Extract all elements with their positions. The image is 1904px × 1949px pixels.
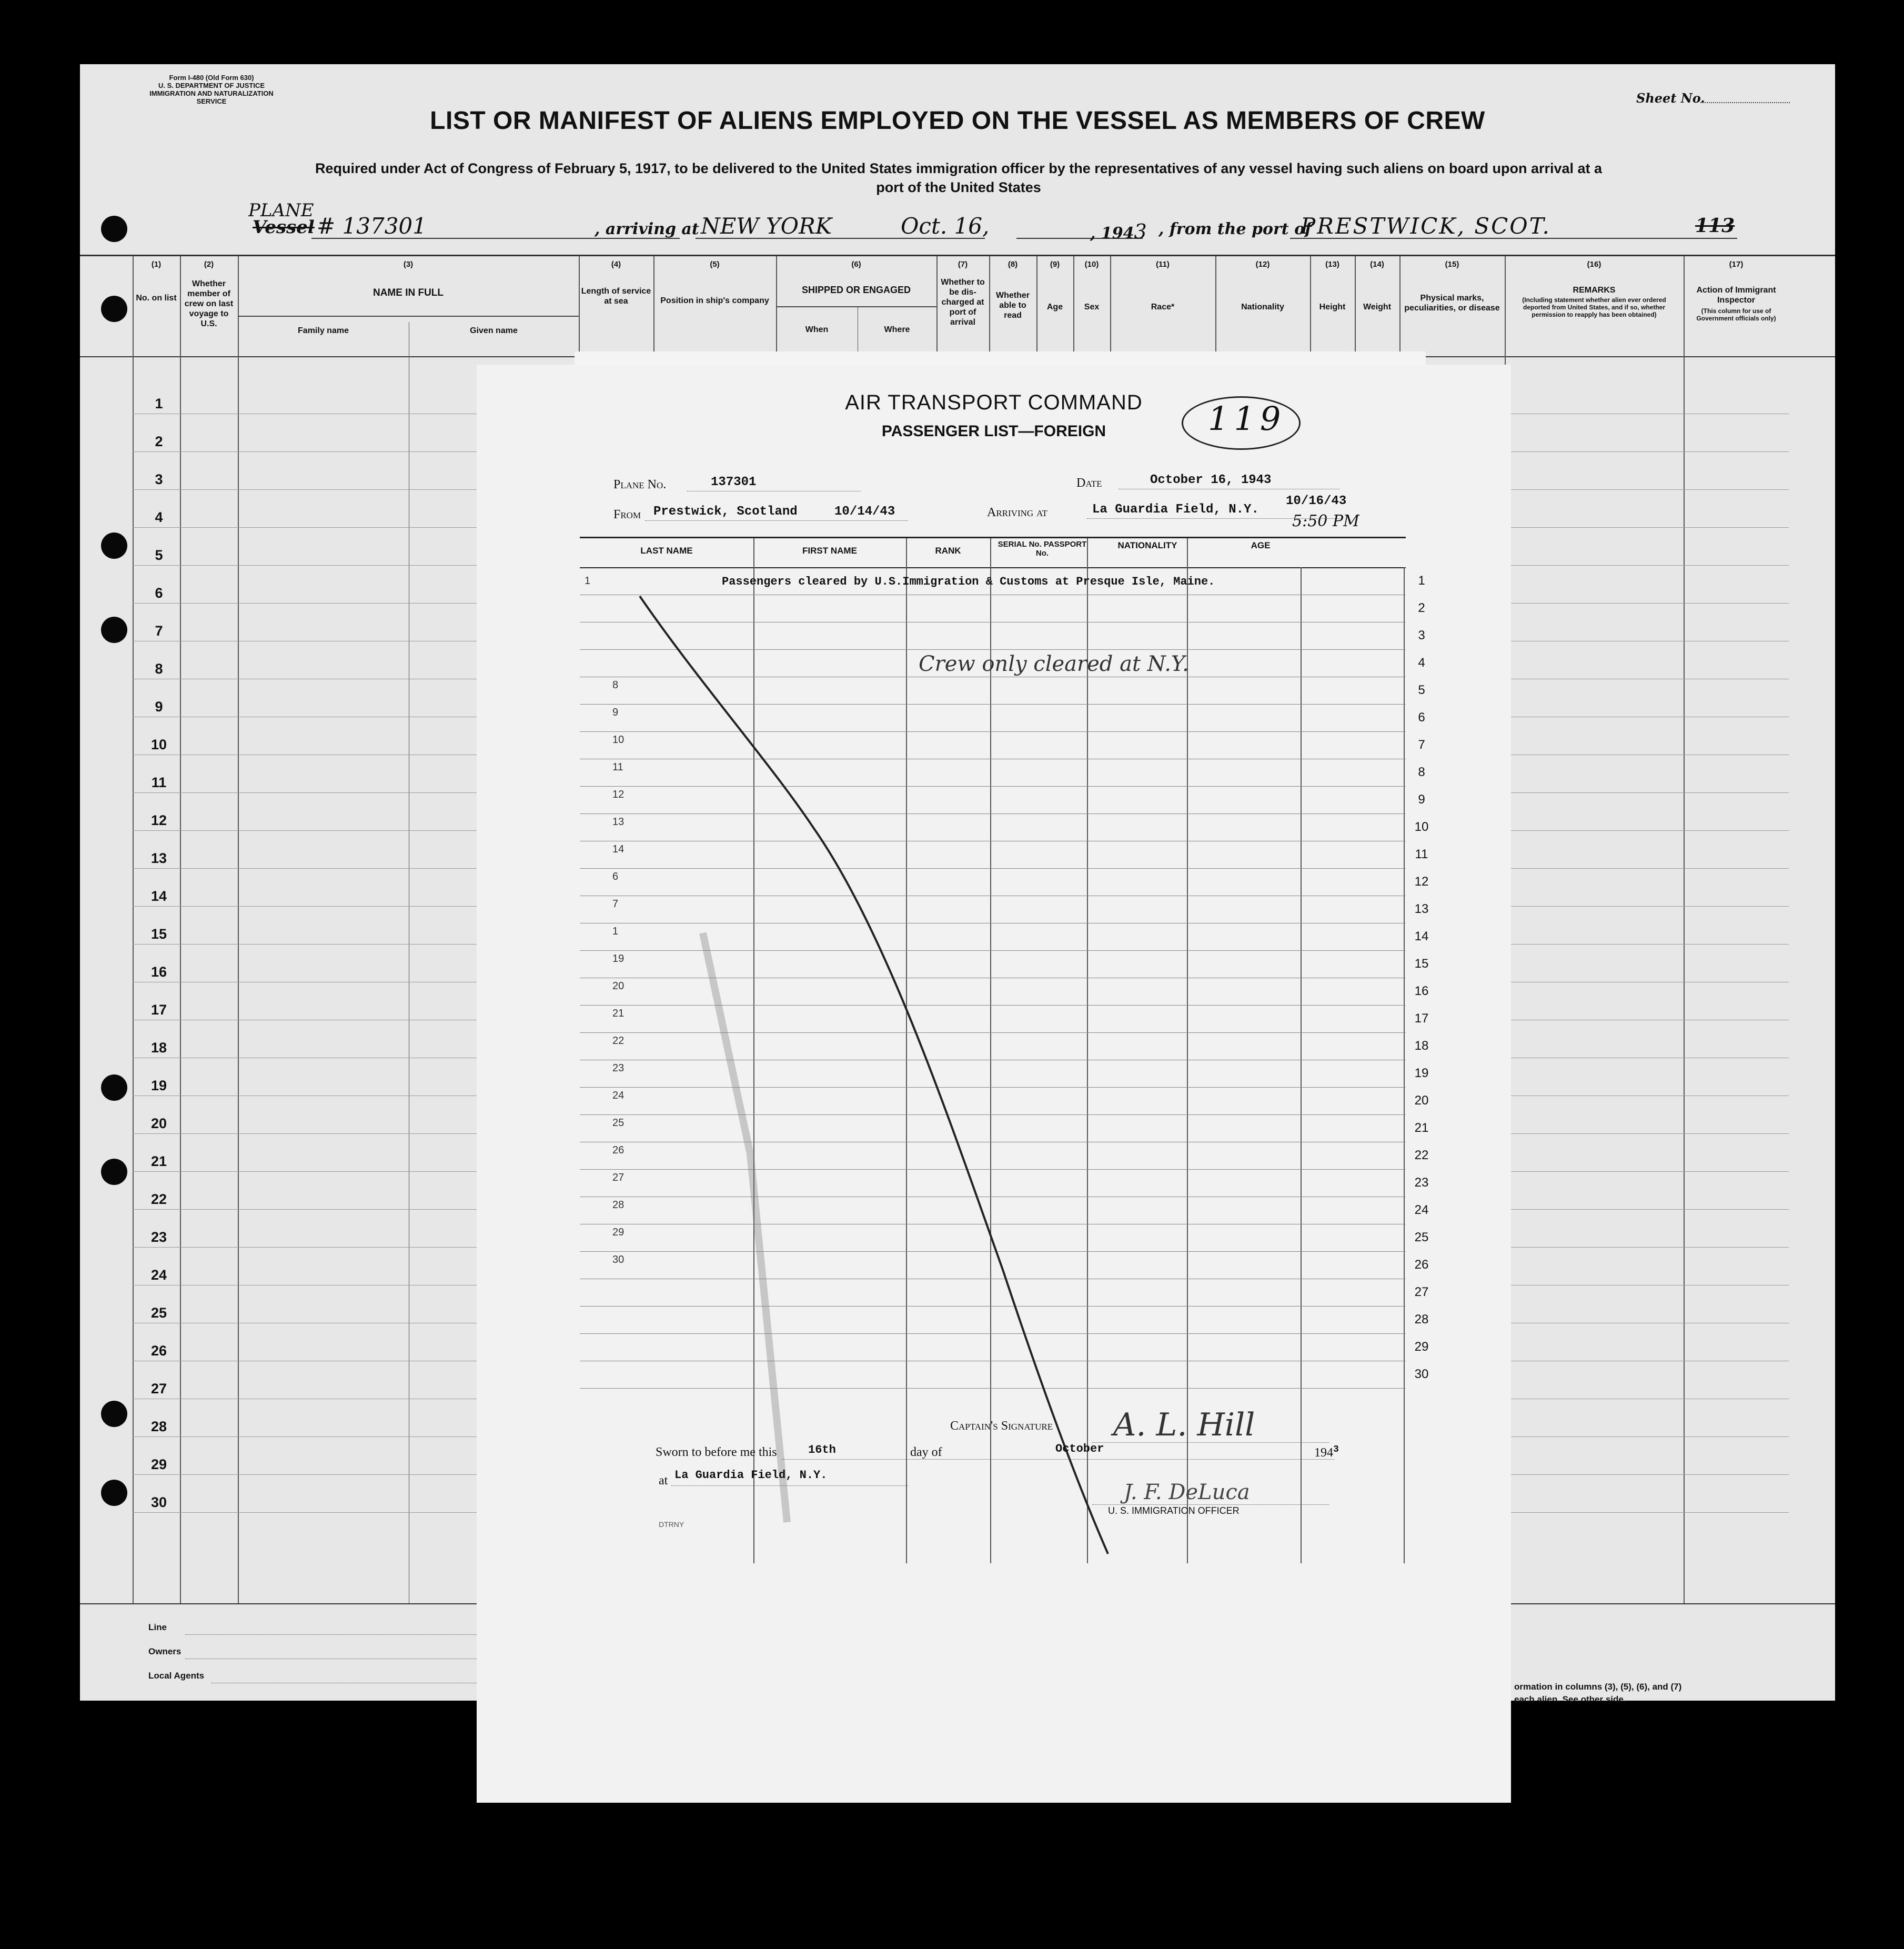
row-number: 28	[150, 1419, 167, 1434]
atc-col-last-name: LAST NAME	[640, 546, 693, 556]
at-label: at	[659, 1474, 668, 1488]
col-head-discharged: Whether to be dis-charged at port of arrival	[941, 278, 985, 327]
arriving-value: La Guardia Field, N.Y.	[1092, 503, 1259, 517]
col-num: (8)	[1008, 260, 1018, 269]
atc-passenger-list	[477, 365, 1511, 1803]
from-date: 10/14/43	[834, 505, 895, 519]
atc-row-number: 24	[1414, 1203, 1429, 1217]
punch-hole	[101, 216, 127, 242]
atc-row-number: 28	[1414, 1312, 1429, 1327]
col-head-no-on-list: No. on list	[136, 294, 177, 303]
atc-left-number: 29	[612, 1227, 624, 1238]
row-number: 11	[151, 775, 167, 790]
row-number: 13	[150, 850, 167, 866]
col-num: (16)	[1587, 260, 1601, 269]
col-num: (5)	[710, 260, 720, 269]
atc-row-number: 17	[1414, 1011, 1429, 1026]
punch-hole	[101, 1159, 127, 1185]
atc-row-number: 9	[1418, 792, 1425, 807]
subtitle-line-2: port of the United States	[876, 179, 1041, 195]
atc-row-number: 27	[1414, 1285, 1429, 1299]
atc-row-number: 11	[1415, 847, 1428, 861]
atc-row-number: 7	[1418, 738, 1425, 752]
atc-row-number: 10	[1414, 820, 1429, 834]
col-head-position: Position in ship's company	[660, 296, 769, 305]
row-number: 19	[150, 1078, 167, 1093]
form-id-block	[143, 74, 280, 105]
footer-note-line: ormation in columns (3), (5), (6), and (7)	[1514, 1682, 1682, 1692]
atc-row-number: 23	[1414, 1176, 1429, 1190]
sheet-no-label: Sheet No.	[1636, 91, 1705, 106]
atc-left-number: 6	[612, 871, 619, 882]
atc-row-number: 14	[1414, 929, 1429, 943]
atc-left-number: 23	[612, 1062, 624, 1074]
col-head-shipped-engaged: SHIPPED OR ENGAGED	[801, 285, 911, 295]
atc-left-number: 14	[612, 843, 624, 855]
printer-code: DTRNY	[659, 1520, 684, 1529]
atc-row-number: 29	[1414, 1340, 1429, 1354]
row-number: 9	[155, 699, 163, 715]
atc-left-number: 11	[612, 761, 623, 773]
atc-left-number: 1	[585, 575, 591, 587]
vessel-label-struck: Vessel	[253, 217, 315, 238]
from-port-value: PRESTWICK, SCOT.	[1301, 213, 1551, 239]
punch-hole	[101, 1480, 127, 1506]
form-subtitle	[133, 159, 1785, 197]
col-head-weight: Weight	[1363, 303, 1392, 312]
col-num: (7)	[958, 260, 968, 269]
atc-left-number: 26	[612, 1144, 624, 1156]
atc-col-first-name: FIRST NAME	[802, 546, 857, 556]
header-top-rule	[80, 255, 1835, 256]
atc-left-number: 13	[612, 816, 624, 828]
row-number: 22	[150, 1191, 167, 1207]
hand-note: Crew only cleared at N.Y.	[919, 652, 1189, 676]
atc-col-age: AGE	[1251, 540, 1271, 550]
atc-row-number: 1	[1418, 574, 1425, 588]
col-head-length-service: Length of service at sea	[581, 287, 651, 306]
col-head-remarks: REMARKS	[1573, 286, 1616, 295]
vessel-label-hand: PLANE	[248, 200, 314, 221]
row-number: 20	[150, 1116, 167, 1131]
row-number: 25	[150, 1305, 167, 1321]
col-head-name-in-full: NAME IN FULL	[372, 287, 444, 298]
at-line	[671, 1485, 908, 1486]
subtitle-line-1: Required under Act of Congress of February 5, 1917, to be delivered to the United States immigration officer by the representatives of any vessel having such aliens on board upon arrival at a	[315, 160, 1603, 176]
form-title: LIST OR MANIFEST OF ALIENS EMPLOYED ON THE VESSEL AS MEMBERS OF CREW	[430, 107, 1485, 135]
from-port-label: , from the port of	[1158, 220, 1312, 238]
row-number: 10	[150, 737, 167, 752]
col-head-able-to-read: Whether able to read	[996, 291, 1030, 320]
form-id-line: U. S. DEPARTMENT OF JUSTICE	[158, 82, 265, 89]
shipped-divider	[776, 306, 936, 307]
footer-dotline	[185, 1634, 501, 1635]
atc-row-number: 19	[1414, 1066, 1429, 1080]
plane-label: Plane No.	[613, 478, 667, 491]
col-head-nationality: Nationality	[1241, 303, 1284, 312]
col-head-age: Age	[1046, 303, 1063, 312]
atc-row-number: 5	[1418, 683, 1425, 697]
at-value: La Guardia Field, N.Y.	[674, 1469, 828, 1482]
col-head-height: Height	[1319, 303, 1346, 312]
atc-row-number: 16	[1414, 984, 1429, 998]
col-head-when: When	[805, 325, 829, 334]
col-num: (4)	[611, 260, 621, 269]
row-number: 29	[150, 1456, 167, 1472]
from-value: Prestwick, Scotland	[653, 505, 798, 519]
arriving-time: 5:50 PM	[1292, 512, 1359, 530]
col-num: (13)	[1325, 260, 1339, 269]
col-num: (9)	[1050, 260, 1060, 269]
row-number: 2	[155, 434, 163, 449]
row-number: 4	[155, 509, 163, 525]
arriving-label: , arriving at	[595, 220, 699, 238]
atc-left-number: 19	[612, 953, 624, 965]
row-number: 1	[155, 396, 163, 411]
vessel-value: # 137301	[317, 213, 427, 239]
arriving-value: NEW YORK	[701, 213, 832, 239]
arriving-date: 10/16/43	[1286, 494, 1347, 508]
atc-left-number: 9	[612, 707, 619, 718]
arriving-label: Arriving at	[987, 506, 1047, 519]
col-head-where: Where	[884, 325, 910, 334]
sheet-no-line	[1700, 102, 1790, 103]
footer-note	[1514, 1681, 1681, 1706]
atc-row-number: 13	[1414, 902, 1429, 916]
sworn-month: October	[1055, 1442, 1104, 1455]
sworn-day: 16th	[808, 1443, 836, 1456]
col-head-given-name: Given name	[470, 326, 518, 335]
atc-subtitle: PASSENGER LIST—FOREIGN	[881, 423, 1106, 440]
atc-left-number: 1	[612, 926, 619, 937]
officer-line	[1092, 1504, 1329, 1505]
plane-value: 137301	[711, 475, 757, 489]
footer-note-line: each alien. See other side.	[1514, 1694, 1626, 1704]
struck-number: 113	[1695, 215, 1735, 237]
atc-row-number: 26	[1414, 1258, 1429, 1272]
atc-left-number: 30	[612, 1254, 624, 1265]
cleared-note: Passengers cleared by U.S.Immigration & Customs at Presque Isle, Maine.	[722, 575, 1215, 588]
col-head-physical-marks: Physical marks, peculiarities, or disease	[1404, 294, 1500, 313]
atc-left-number: 20	[612, 980, 624, 992]
col-head-race: Race*	[1151, 303, 1175, 312]
date-value: October 16, 1943	[1150, 473, 1272, 487]
row-number: 7	[155, 623, 163, 639]
atc-row-number: 30	[1414, 1367, 1429, 1381]
atc-left-number: 27	[612, 1172, 624, 1183]
row-number: 8	[155, 661, 163, 677]
row-number: 27	[150, 1381, 167, 1397]
row-number: 23	[150, 1229, 167, 1245]
atc-left-number: 25	[612, 1117, 624, 1129]
footer-agents-label: Local Agents	[148, 1671, 205, 1681]
row-number: 14	[150, 888, 167, 904]
cancel-stroke	[477, 365, 1511, 1803]
atc-row-number: 4	[1418, 656, 1425, 670]
atc-left-number: 21	[612, 1008, 624, 1019]
atc-row-number: 2	[1418, 601, 1425, 615]
sworn-line	[782, 1459, 1334, 1460]
col-num: (2)	[204, 260, 214, 269]
atc-row-number: 21	[1414, 1121, 1429, 1135]
col-num: (6)	[851, 260, 861, 269]
row-number: 3	[155, 471, 163, 487]
sworn-label: Sworn to before me this	[656, 1445, 777, 1459]
punch-hole	[101, 617, 127, 643]
col-num: (12)	[1255, 260, 1270, 269]
footer-owners-label: Owners	[148, 1646, 182, 1656]
row-number: 6	[155, 585, 163, 601]
atc-row-number: 18	[1414, 1039, 1429, 1053]
arrival-date: Oct. 16,	[901, 213, 990, 239]
atc-row-number: 12	[1414, 875, 1429, 889]
atc-row-number: 8	[1418, 765, 1425, 779]
atc-row-number: 20	[1414, 1093, 1429, 1108]
col-head-crew-last-voyage: Whether member of crew on last voyage to U.S.	[184, 279, 234, 328]
remarks-note: (Including statement whether alien ever ordered deported from United States, and if so, whether permission to reapply has been obtained)	[1522, 296, 1666, 318]
col-head-family-name: Family name	[298, 326, 349, 335]
captain-signature: A. L. Hill	[1113, 1407, 1255, 1443]
atc-col-rank: RANK	[935, 546, 961, 556]
name-divider	[238, 316, 579, 317]
atc-left-number: 22	[612, 1035, 624, 1047]
captain-line	[1092, 1442, 1329, 1443]
atc-left-number: 7	[612, 898, 619, 910]
action-note: (This column for use of Government officials only)	[1696, 307, 1776, 322]
form-id-line: IMMIGRATION AND NATURALIZATION SERVICE	[149, 89, 274, 105]
col-num: (15)	[1445, 260, 1459, 269]
col-num: (3)	[403, 260, 414, 269]
col-head-sex: Sex	[1084, 303, 1100, 312]
col-head-action-inspector: Action of Immigrant Inspector	[1696, 286, 1776, 305]
circled-number: 119	[1208, 399, 1286, 438]
atc-row-number: 25	[1414, 1230, 1429, 1244]
atc-title: AIR TRANSPORT COMMAND	[845, 391, 1143, 414]
atc-left-number: 28	[612, 1199, 624, 1211]
officer-signature: J. F. DeLuca	[1124, 1480, 1250, 1504]
atc-row-number: 22	[1414, 1148, 1429, 1162]
sworn-year: $194^3$	[1314, 1444, 1339, 1460]
atc-col-nationality: NATIONALITY	[1117, 540, 1177, 550]
atc-left-number: 10	[612, 734, 624, 746]
row-number: 24	[150, 1267, 167, 1283]
from-label: From	[613, 508, 641, 521]
atc-left-number: 12	[612, 789, 624, 800]
port-line	[1290, 238, 1737, 239]
row-number: 21	[150, 1153, 167, 1169]
year-prefix: , 1943	[1090, 220, 1147, 243]
row-number: 5	[155, 547, 163, 563]
row-number: 16	[150, 964, 167, 980]
footer-line-label: Line	[148, 1622, 167, 1632]
atc-col-serial: SERIAL No. PASSPORT No.	[998, 540, 1087, 558]
form-id-line: Form I-480 (Old Form 630)	[169, 74, 254, 82]
punch-hole	[101, 1401, 127, 1427]
col-num: (10)	[1084, 260, 1099, 269]
date-label: Date	[1076, 476, 1102, 490]
punch-hole	[101, 296, 127, 322]
punch-hole	[101, 1074, 127, 1101]
captain-label: Captain's Signature	[950, 1419, 1053, 1433]
atc-left-number: 24	[612, 1090, 624, 1101]
col-num: (17)	[1729, 260, 1744, 269]
atc-row-number: 3	[1418, 628, 1425, 642]
col-num: (11)	[1156, 260, 1170, 269]
atc-row-number: 15	[1414, 957, 1429, 971]
col-num: (14)	[1370, 260, 1384, 269]
row-number: 17	[150, 1002, 167, 1018]
row-number: 12	[150, 812, 167, 828]
row-number: 15	[150, 926, 167, 942]
row-number: 30	[150, 1494, 167, 1510]
col-num: (1)	[151, 260, 162, 269]
footer-labels	[148, 1615, 204, 1688]
punch-hole	[101, 533, 127, 559]
officer-label: U. S. IMMIGRATION OFFICER	[1108, 1505, 1240, 1516]
row-number: 18	[150, 1040, 167, 1056]
atc-left-number: 8	[612, 679, 619, 691]
day-of-label: day of	[910, 1445, 942, 1459]
atc-row-number: 6	[1418, 710, 1425, 725]
row-number: 26	[150, 1343, 167, 1359]
